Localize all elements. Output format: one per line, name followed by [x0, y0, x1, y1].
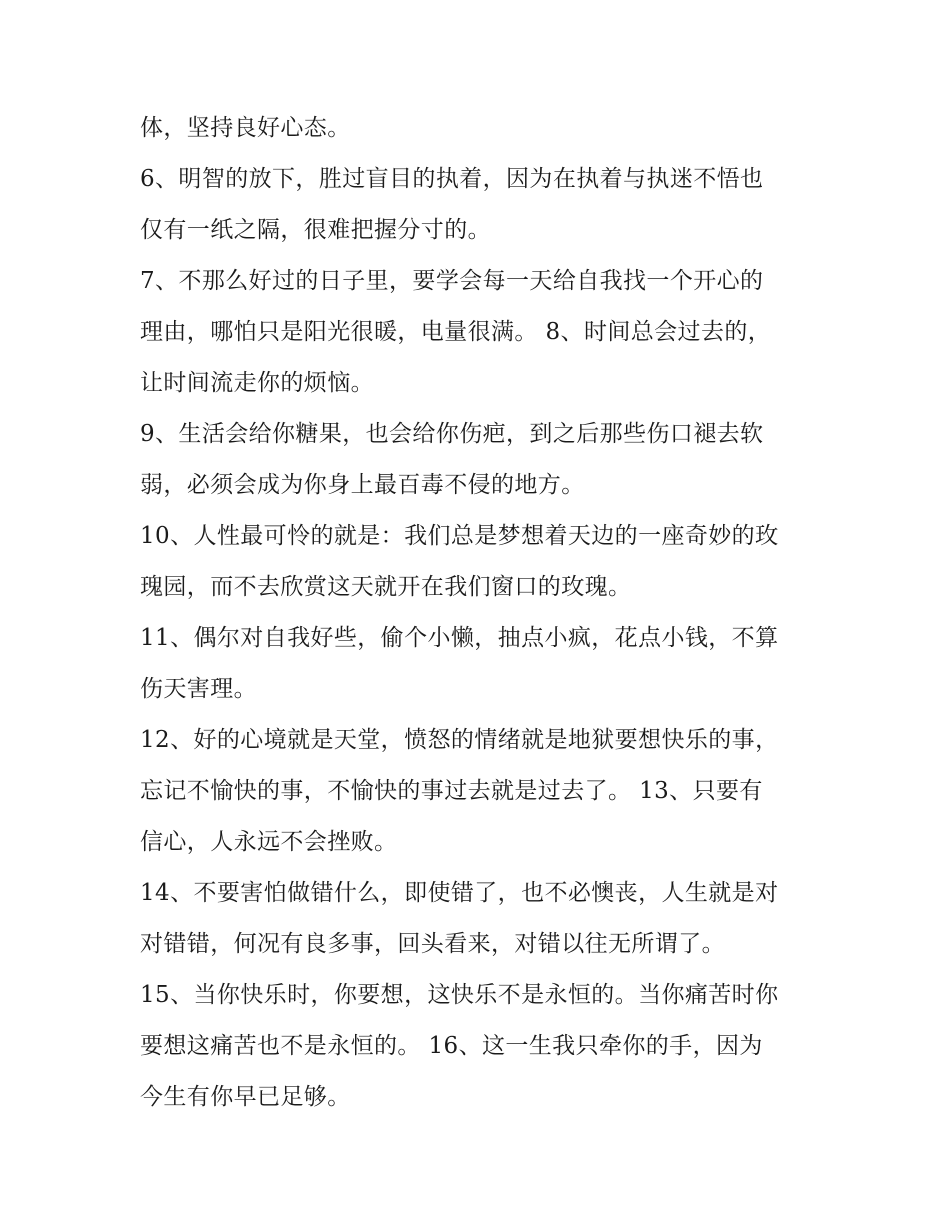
text-line: 6、明智的放下，胜过盲目的执着，因为在执着与执迷不悟也 — [140, 166, 764, 192]
text-line: 12、好的心境就是天堂，愤怒的情绪就是地狱要想快乐的事， — [140, 727, 779, 753]
text-line: 14、不要害怕做错什么，即使错了，也不必懊丧，人生就是对 — [140, 880, 779, 906]
text-line: 今生有你早已足够。 — [140, 1084, 351, 1110]
text-line: 10、人性最可怜的就是：我们总是梦想着天边的一座奇妙的玫 — [140, 523, 779, 549]
text-line: 信心，人永远不会挫败。 — [140, 829, 398, 855]
text-line: 理由，哪怕只是阳光很暖，电量很满。 8、时间总会过去的， — [140, 319, 772, 345]
text-line: 要想这痛苦也不是永恒的。 16、这一生我只牵你的手，因为 — [140, 1033, 763, 1059]
text-line: 瑰园，而不去欣赏这天就开在我们窗口的玫瑰。 — [140, 574, 632, 600]
text-line: 对错错，何况有良多事，回头看来，对错以往无所谓了。 — [140, 931, 725, 957]
text-line: 忘记不愉快的事，不愉快的事过去就是过去了。 13、只要有 — [140, 778, 763, 804]
text-line: 仅有一纸之隔，很难把握分寸的。 — [140, 217, 491, 243]
text-line: 伤天害理。 — [140, 676, 257, 702]
text-line: 9、生活会给你糖果，也会给你伤疤，到之后那些伤口褪去软 — [140, 421, 764, 447]
text-line: 让时间流走你的烦恼。 — [140, 370, 374, 396]
text-line: 15、当你快乐时，你要想，这快乐不是永恒的。当你痛苦时你 — [140, 982, 779, 1008]
text-line: 体，坚持良好心态。 — [140, 115, 351, 141]
document-body — [140, 103, 830, 1123]
text-line: 7、不那么好过的日子里，要学会每一天给自我找一个开心的 — [140, 268, 764, 294]
text-line: 11、偶尔对自我好些，偷个小懒，抽点小疯，花点小钱，不算 — [140, 625, 779, 651]
text-line: 弱，必须会成为你身上最百毒不侵的地方。 — [140, 472, 585, 498]
